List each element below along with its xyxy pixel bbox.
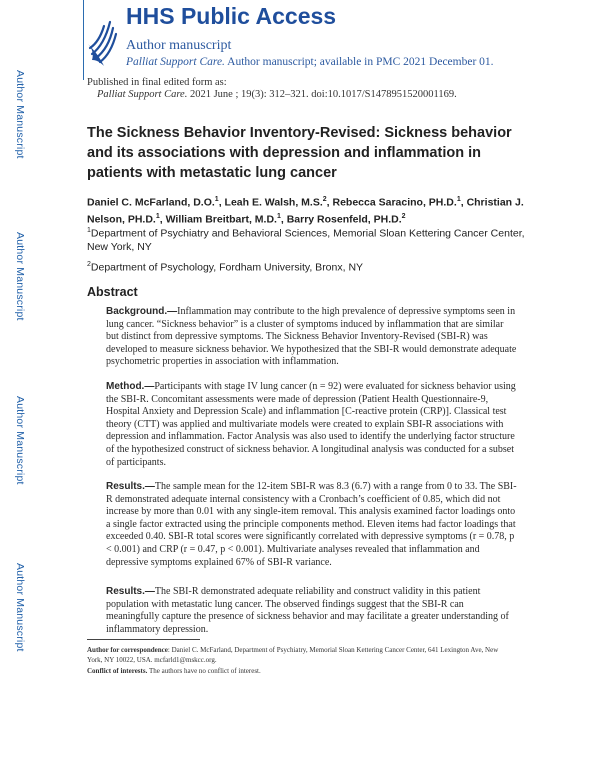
section-text: The sample mean for the 12-item SBI-R was 8.3 (6.7) with a range from 0 to 33. The SBI-R demonstrated adequate internal consistency with a Cronbach’s coefficient of 0.85, which did not increase by more than 0.01 with any single-item removal. This analysis examined factor loadings onto a single factor extracted using the principle components method. Eleven items had factor loadings that exceeded 0.40. SBI-R total scores were significantly correlated with depressive symptoms (r = 0.78, p < 0.001) and CRP (r = 0.47, p < 0.001). Multivariate analyses revealed that inflammation and depressive symptoms explained 67% of SBI-R variance. bbox=[106, 481, 517, 568]
abstract-conclusions bbox=[106, 586, 518, 636]
availability-text: Author manuscript; available in PMC 2021 December 01. bbox=[224, 56, 494, 68]
affiliation-text: Department of Psychiatry and Behavioral Sciences, Memorial Sloan Kettering Cancer Center, New York, NY bbox=[87, 227, 525, 253]
author-name: Daniel C. McFarland, D.O. bbox=[87, 196, 215, 209]
affiliation-text: Department of Psychology, Fordham University, Bronx, NY bbox=[90, 261, 364, 274]
affiliation-sup: 1 bbox=[87, 227, 91, 234]
author-affiliation-sup: 1 bbox=[456, 196, 461, 203]
side-label-author-manuscript: Author Manuscript bbox=[14, 563, 26, 652]
author-name: Christian J. Nelson, PH.D. bbox=[87, 196, 524, 226]
journal-name: Palliat Support Care. bbox=[126, 56, 225, 68]
footnote-label: Conflict of interests. bbox=[87, 667, 148, 675]
author-affiliation-sup: 1 bbox=[276, 213, 281, 220]
section-label: Results.— bbox=[106, 586, 155, 597]
footnote-text: : Daniel C. McFarland, Department of Psychiatry, Memorial Sloan Kettering Cancer Center, 641 Lexington Ave, New York, NY 10022, USA. mcfarld1@mskcc.org. bbox=[87, 646, 499, 664]
side-label-author-manuscript: Author Manuscript bbox=[14, 70, 26, 159]
citation-line bbox=[97, 89, 457, 100]
author-affiliation-sup: 1 bbox=[155, 213, 160, 220]
footnote-divider bbox=[87, 639, 200, 640]
article-title: The Sickness Behavior Inventory-Revised: Sickness behavior and its associations with depression and inflammation in patients with metastatic lung cancer bbox=[87, 125, 512, 181]
side-label-author-manuscript: Author Manuscript bbox=[14, 396, 26, 485]
section-text: The SBI-R demonstrated adequate reliability and construct validity in this patient population with metastatic lung cancer. The observed findings suggest that the SBI-R can meaningfully capture the presence of sickness behavior and may facilitate a greater understanding of inflammatory depression. bbox=[106, 586, 509, 635]
author-affiliation-sup: 1 bbox=[214, 196, 219, 203]
side-label-author-manuscript: Author Manuscript bbox=[14, 232, 26, 321]
header-divider bbox=[83, 0, 84, 80]
affiliation-sup: 2 bbox=[87, 261, 91, 268]
footnote-text: The authors have no conflict of interest. bbox=[147, 667, 261, 675]
section-text: Participants with stage IV lung cancer (n = 92) were evaluated for sickness behavior using the SBI-R. Concomitant assessments were made of depression (Patient Health Questionnaire-9, Hospital Anxiety and Depression Scale) and inflammation [C-reactive protein (CRP)]. Classical test theory (CTT) was applied and multivariate models were created to explain SBI-R associations with depression and inflammation. Factor Analysis was also used to identify the underlying factor structure of the hypothesized construct of sickness behavior. A longitudinal analysis was conducted for a subset of participants. bbox=[106, 381, 516, 468]
author-name: Leah E. Walsh, M.S. bbox=[224, 196, 323, 209]
citation-text: 2021 June ; 19(3): 312–321. doi:10.1017/S1478951520001169. bbox=[187, 89, 457, 100]
abstract-method bbox=[106, 381, 518, 469]
affiliation-1 bbox=[87, 224, 527, 255]
hhs-eagle-logo-icon bbox=[86, 8, 120, 68]
footnote-correspondence bbox=[87, 646, 507, 665]
section-text: Inflammation may contribute to the high prevalence of depressive symptoms seen in lung cancer. “Sickness behavior” is a cluster of symptoms induced by inflammation that are similar but distinct from depressive symptoms. The Sickness Behavior Inventory-Revised (SBI-R) was developed to measure sickness behavior. We hypothesized that the SBI-R would demonstrate adequate psychometric properties in association with inflammation. bbox=[106, 306, 517, 368]
section-label: Method.— bbox=[106, 381, 155, 392]
section-label: Background.— bbox=[106, 306, 178, 317]
author-affiliation-sup: 2 bbox=[322, 196, 327, 203]
author-list: Daniel C. McFarland, D.O.$^1$, Leah E. Walsh, M.S.$^2$, Rebecca Saracino, PH.D.$^1$, Christian J. Nelson, PH.D.$^1$, William Breitbart, M.D.$^1$, Barry Rosenfeld, PH.D.$^2$ bbox=[87, 196, 524, 226]
author-name: William Breitbart, M.D. bbox=[165, 213, 277, 226]
author-affiliation-sup: 2 bbox=[401, 213, 406, 220]
published-label: Published in final edited form as: bbox=[87, 77, 227, 88]
section-label: Results.— bbox=[106, 481, 155, 492]
abstract-background bbox=[106, 306, 518, 369]
affiliation-2 bbox=[87, 258, 527, 275]
hhs-public-access-title: HHS Public Access bbox=[126, 3, 337, 29]
citation-journal: Palliat Support Care. bbox=[97, 89, 188, 100]
author-name: Barry Rosenfeld, PH.D. bbox=[286, 213, 402, 226]
abstract-results bbox=[106, 481, 518, 569]
author-manuscript-label: Author manuscript bbox=[126, 38, 232, 53]
author-name: Rebecca Saracino, PH.D. bbox=[332, 196, 457, 209]
footnote-conflict bbox=[87, 667, 507, 677]
footnote-label: Author for correspondence bbox=[87, 646, 168, 654]
availability-line bbox=[126, 56, 494, 68]
abstract-heading: Abstract bbox=[87, 285, 138, 299]
